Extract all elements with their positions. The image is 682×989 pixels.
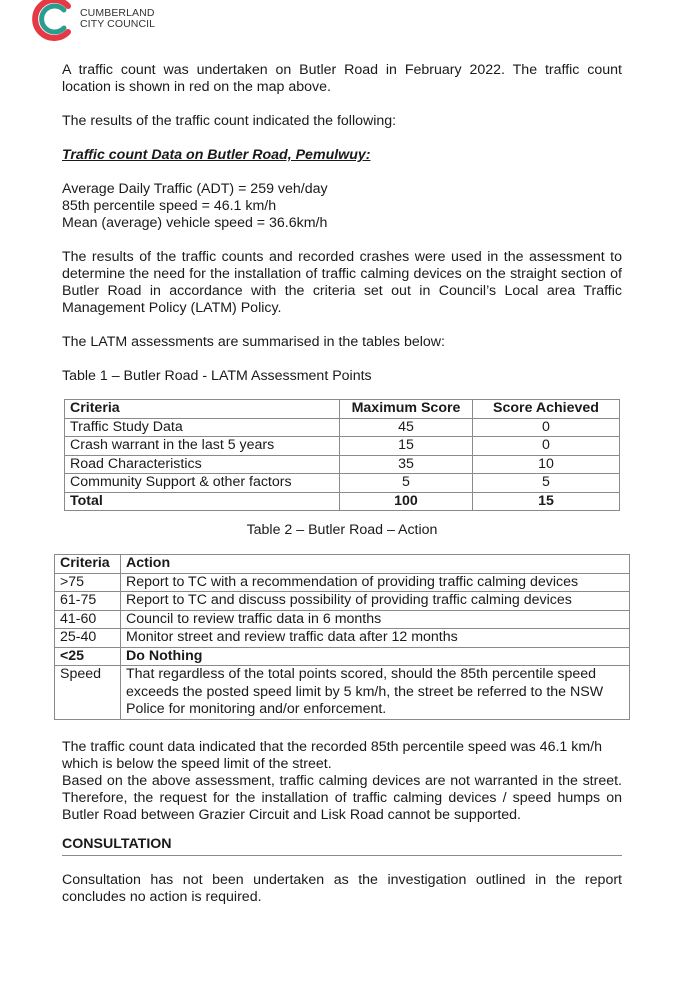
table-header-cell: Maximum Score [340,400,473,419]
latm-action-table [54,554,630,720]
table-header-row [65,400,620,419]
table-cell: Report to TC with a recommendation of providing traffic calming devices [121,573,630,592]
table-cell: 45 [340,418,473,437]
table-cell: Do Nothing [121,647,630,666]
stat-mean: Mean (average) vehicle speed = 36.6km/h [62,215,328,231]
table-row [55,666,630,720]
table-header-cell: Action [121,555,630,574]
intro-paragraph: A traffic count was undertaken on Butler Road in February 2022. The traffic count location is shown in red on the map above. [62,62,622,95]
org-line-1: CUMBERLAND [80,7,155,19]
table-cell: 5 [340,474,473,493]
table-cell: 41-60 [55,610,121,629]
table-header-cell: Criteria [55,555,121,574]
data-heading: Traffic count Data on Butler Road, Pemulwuy: [62,147,371,163]
consultation-text: Consultation has not been undertaken as the investigation outlined in the report concludes no action is required. [62,871,622,905]
table-cell: Council to review traffic data in 6 months [121,610,630,629]
table-cell: 5 [473,474,620,493]
table-cell: Crash warrant in the last 5 years [65,437,340,456]
org-line-2: CITY COUNCIL [80,18,156,30]
table-cell: Community Support & other factors [65,474,340,493]
table-cell: 35 [340,455,473,474]
table-cell: Report to TC and discuss possibility of providing traffic calming devices [121,592,630,611]
stat-adt: Average Daily Traffic (ADT) = 259 veh/day [62,181,328,197]
assessment-paragraph: The results of the traffic counts and recorded crashes were used in the assessment to determine the need for the installation of traffic calming devices on the straight section of Butler Road in accordance with the criteria set out in Council’s Local area Traffic Management Policy (LATM) Policy. [62,249,622,316]
table1-caption: Table 1 – Butler Road - LATM Assessment Points [62,368,372,384]
table-row [65,418,620,437]
table-row [55,629,630,648]
table-cell: Speed [55,666,121,720]
consultation-heading: CONSULTATION [62,836,622,856]
table-cell: 15 [340,437,473,456]
table-total-row [65,492,620,511]
conclusion-speed: The traffic count data indicated that the recorded 85th percentile speed was 46.1 km/h which is below the speed limit of the street. [62,738,602,772]
table-cell: 15 [473,492,620,511]
table-cell: Total [65,492,340,511]
table-cell: 61-75 [55,592,121,611]
conclusion-paragraph: Based on the above assessment, traffic calming devices are not warranted in the street. Therefore, the request for the installation of traffic calming devices / speed humps on Butler Road between Grazier Circuit and Lisk Road cannot be supported. [62,772,622,823]
table-header-row [55,555,630,574]
table-row [55,573,630,592]
results-intro: The results of the traffic count indicated the following: [62,113,397,129]
table-cell: Road Characteristics [65,455,340,474]
table-cell: 25-40 [55,629,121,648]
table-row [55,592,630,611]
table-cell: Traffic Study Data [65,418,340,437]
table-row [55,647,630,666]
latm-points-table [64,399,620,511]
table-cell: 0 [473,418,620,437]
table-header-cell: Criteria [65,400,340,419]
table-row [65,474,620,493]
table-cell: That regardless of the total points scored, should the 85th percentile speed exceeds the posted speed limit by 5 km/h, the street be referred to the NSW Police for monitoring and/or enforcement. [121,666,630,720]
council-logo-text [80,8,155,30]
table-row [65,455,620,474]
table-cell: <25 [55,647,121,666]
document-body [62,62,622,906]
table-cell: Monitor street and review traffic data after 12 months [121,629,630,648]
assessment-summary: The LATM assessments are summarised in the tables below: [62,334,445,350]
table2-caption: Table 2 – Butler Road – Action [246,522,438,538]
table-cell: 0 [473,437,620,456]
table-row [55,610,630,629]
table-cell: >75 [55,573,121,592]
table-cell: 100 [340,492,473,511]
council-logo-icon [28,0,78,44]
table-header-cell: Score Achieved [473,400,620,419]
stat-85th: 85th percentile speed = 46.1 km/h [62,198,277,214]
table-row [65,437,620,456]
table-cell: 10 [473,455,620,474]
